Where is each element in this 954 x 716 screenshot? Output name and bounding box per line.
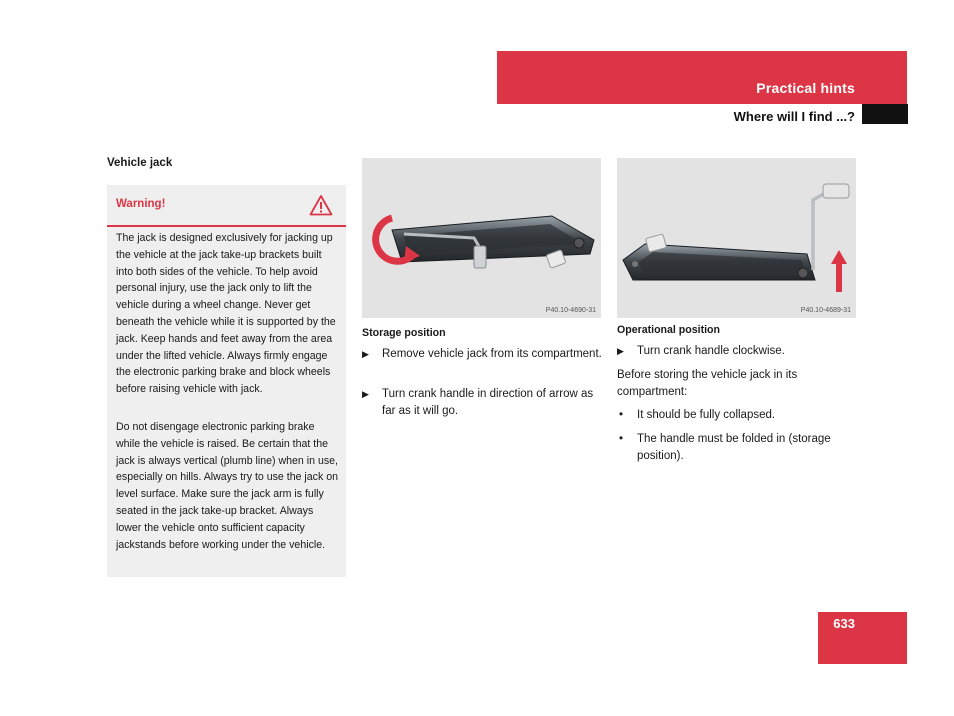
figure-code-storage: P40.10-4690-31 <box>545 307 596 314</box>
warning-triangle-icon <box>309 194 333 216</box>
bullet-dot: • <box>619 433 624 445</box>
triangle-right-icon: ▶ <box>617 346 624 356</box>
header-band <box>497 51 907 104</box>
triangle-right-icon: ▶ <box>362 349 369 359</box>
jack-storage-illustration <box>362 158 601 318</box>
warning-paragraph-1: The jack is designed exclusively for jacking up the vehicle at the jack take-up brackets built into both sides of the vehicle. To help avoid personal injury, use the jack only to lift the vehicle during a wheel change. Never get beneath the vehicle while it is supported by the jack. Keep hands and feet away from the area under the lifted vehicle. Always firmly engage the electronic parking brake and block wheels before raising vehicle with jack. <box>116 232 336 396</box>
warning-paragraph-2: Do not disengage electronic parking brake while the vehicle is raised. Be certain that the jack is always vertical (plumb line) when in use, especially on hills. Always try to use the jack on level surface. Make sure the jack arm is fully seated in the jack take-up bracket. Always lower the vehicle onto sufficient capacity jackstands before working under the vehicle. <box>116 421 338 551</box>
list-item-text: The handle must be folded in (storage position). <box>637 433 831 462</box>
step-text: Remove vehicle jack from its compartment. <box>382 348 602 360</box>
caption-operational: Operational position <box>617 324 720 336</box>
figure-code-operational: P40.10-4689-31 <box>800 307 851 314</box>
triangle-right-icon: ▶ <box>362 389 369 399</box>
step-item <box>362 346 602 380</box>
step-item <box>362 386 602 420</box>
list-item <box>617 407 857 425</box>
list-item <box>617 431 857 465</box>
figure-storage-position <box>362 158 601 318</box>
operational-intro: Before storing the vehicle jack in its compartment: <box>617 369 798 398</box>
warning-rule <box>107 225 346 227</box>
section-title: Practical hints <box>756 80 855 96</box>
bullet-dot: • <box>619 409 624 421</box>
step-item <box>617 343 857 361</box>
subsection-bar <box>862 104 908 124</box>
page-number: 633 <box>833 616 855 631</box>
page-heading: Vehicle jack <box>107 157 173 169</box>
warning-label: Warning! <box>116 198 166 210</box>
subsection-title: Where will I find ...? <box>733 109 855 124</box>
step-text: Turn crank handle in direction of arrow as far as it will go. <box>382 388 594 417</box>
caption-storage: Storage position <box>362 327 446 339</box>
list-item-text: It should be fully collapsed. <box>637 409 776 421</box>
jack-operational-illustration <box>617 158 856 318</box>
figure-operational-position <box>617 158 856 318</box>
step-text: Turn crank handle clockwise. <box>637 345 785 357</box>
